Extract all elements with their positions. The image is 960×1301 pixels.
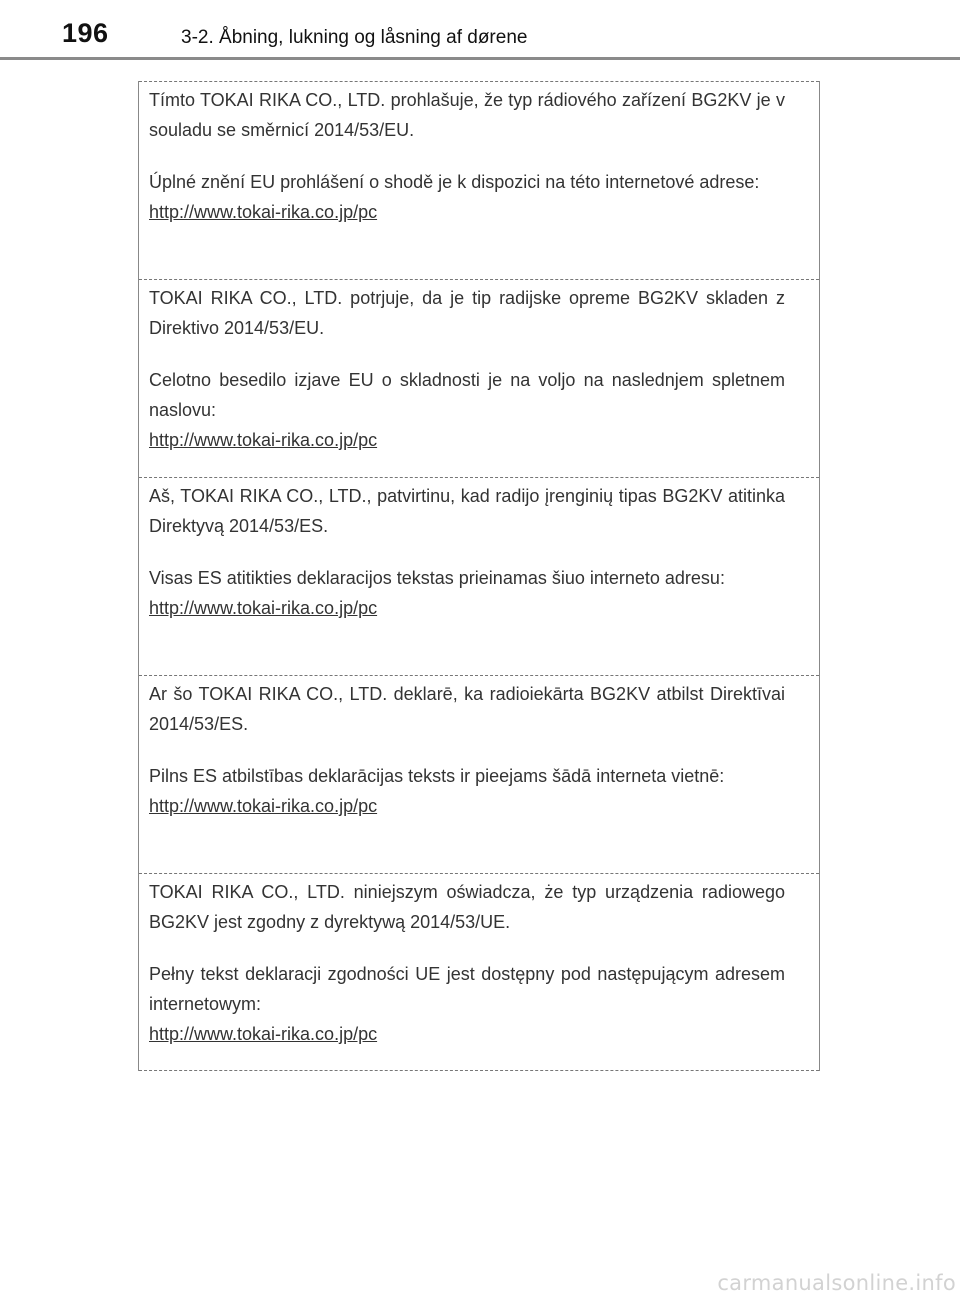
header-divider bbox=[0, 57, 960, 60]
declaration-availability: Visas ES atitikties deklaracijos tekstas prieinamas šiuo interneto adresu: bbox=[149, 568, 725, 588]
watermark: carmanualsonline.info bbox=[717, 1271, 956, 1295]
section-title: 3-2. Åbning, lukning og låsning af dørene bbox=[181, 27, 528, 48]
declaration-statement: Ar šo TOKAI RIKA CO., LTD. deklarē, ka radioiekārta BG2KV atbilst Direktīvai 2014/53/ES. bbox=[149, 684, 785, 734]
declaration-block-czech bbox=[139, 81, 819, 279]
declaration-link[interactable]: http://www.tokai-rika.co.jp/pc bbox=[149, 430, 378, 450]
declaration-block-polish bbox=[139, 873, 819, 1071]
declaration-block-latvian bbox=[139, 675, 819, 873]
declaration-link[interactable]: http://www.tokai-rika.co.jp/pc bbox=[149, 1024, 378, 1044]
declaration-availability: Pilns ES atbilstības deklarācijas teksts ir pieejams šādā interneta vietnē: bbox=[149, 766, 725, 786]
declaration-block-slovenian bbox=[139, 279, 819, 477]
declaration-block-lithuanian bbox=[139, 477, 819, 675]
declaration-availability: Pełny tekst deklaracji zgodności UE jest dostępny pod następującym adresem internetowym: bbox=[149, 964, 785, 1014]
declaration-link[interactable]: http://www.tokai-rika.co.jp/pc bbox=[149, 796, 378, 816]
declaration-statement: Aš, TOKAI RIKA CO., LTD., patvirtinu, kad radijo įrenginių tipas BG2KV atitinka Direktyvą 2014/53/ES. bbox=[149, 486, 785, 536]
page-number: 196 bbox=[62, 18, 109, 48]
declaration-availability: Úplné znění EU prohlášení o shodě je k dispozici na této internetové adrese: bbox=[149, 172, 760, 192]
declaration-availability: Celotno besedilo izjave EU o skladnosti je na voljo na naslednjem spletnem naslovu: bbox=[149, 370, 785, 420]
declaration-box bbox=[138, 81, 820, 1071]
declaration-link[interactable]: http://www.tokai-rika.co.jp/pc bbox=[149, 202, 378, 222]
declaration-link[interactable]: http://www.tokai-rika.co.jp/pc bbox=[149, 598, 378, 618]
declaration-statement: TOKAI RIKA CO., LTD. niniejszym oświadcza, że typ urządzenia radiowego BG2KV jest zgodny z dyrektywą 2014/53/UE. bbox=[149, 882, 785, 932]
page-header bbox=[0, 0, 960, 62]
declaration-statement: TOKAI RIKA CO., LTD. potrjuje, da je tip radijske opreme BG2KV skladen z Direktivo 2014/53/EU. bbox=[149, 288, 785, 338]
declaration-statement: Tímto TOKAI RIKA CO., LTD. prohlašuje, že typ rádiového zařízení BG2KV je v souladu se směrnicí 2014/53/EU. bbox=[149, 90, 785, 140]
